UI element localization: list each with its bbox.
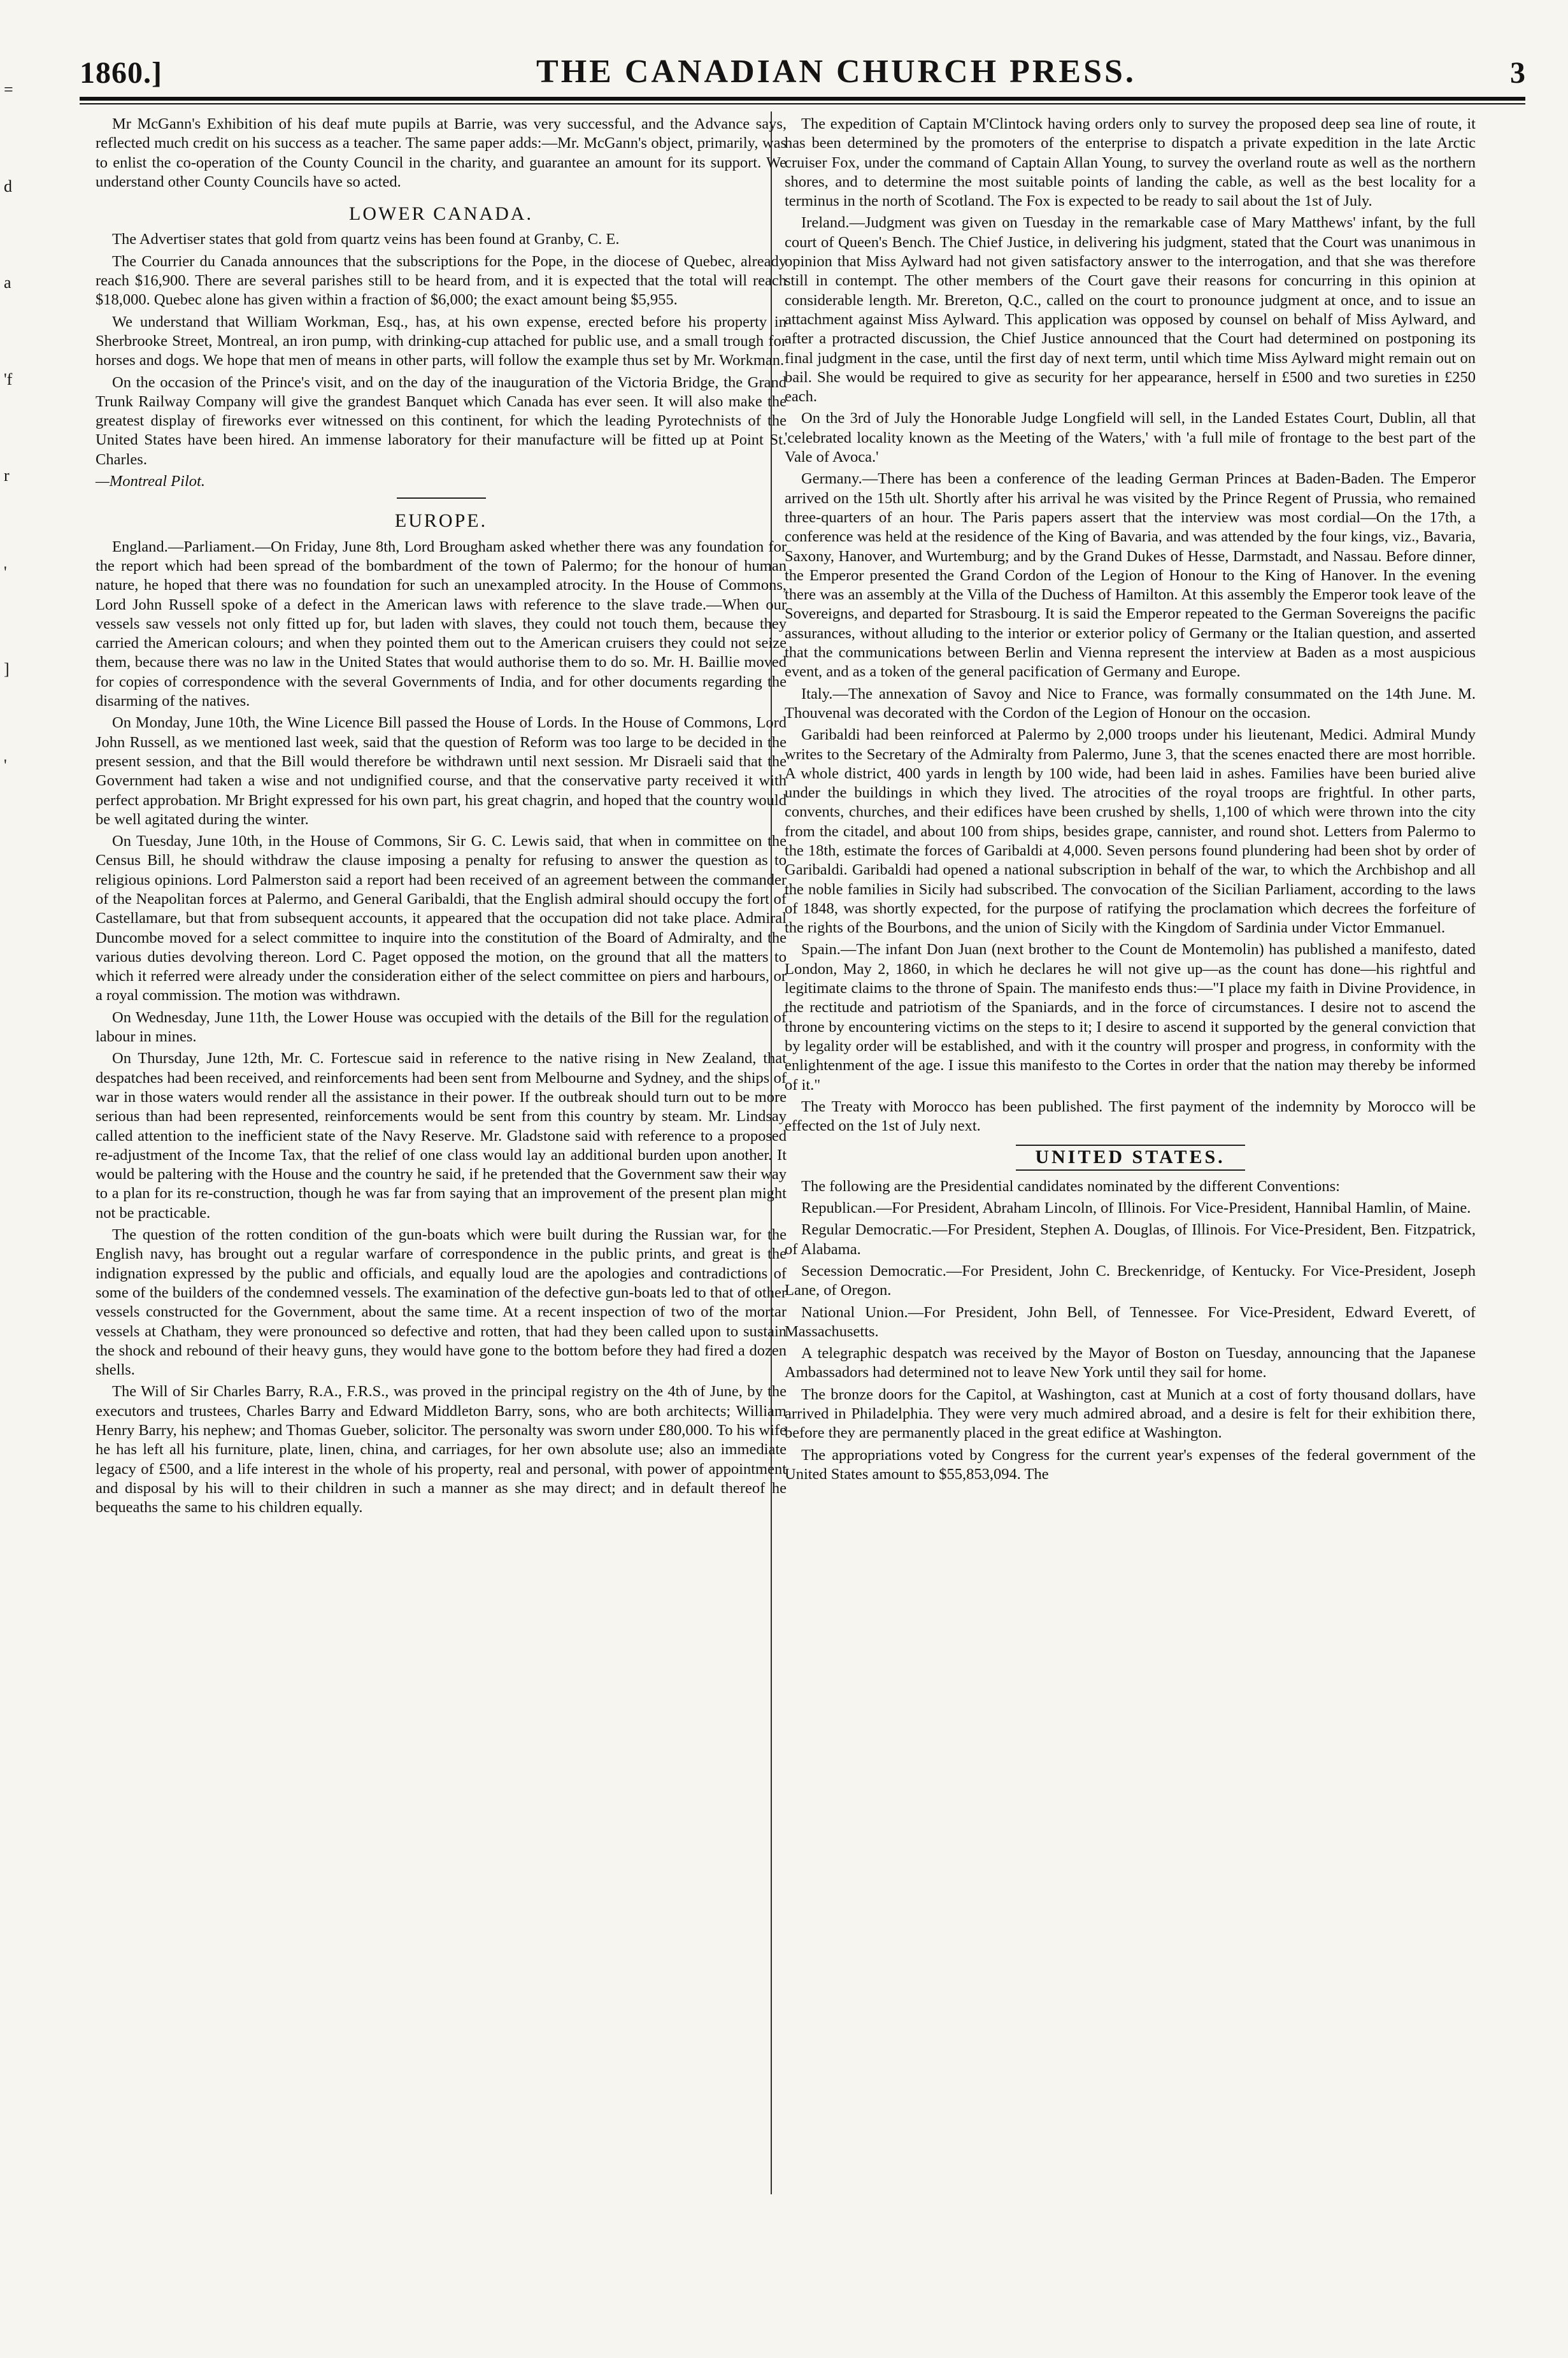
article-paragraph: On the 3rd of July the Honorable Judge Longfield will sell, in the Landed Estates Court, Dublin, all that 'celebrated locality known as the Meeting of the Waters,' with 'a full mile of frontage to the best part of the Vale of Avoca.'	[785, 410, 1476, 466]
article-paragraph: A telegraphic despatch was received by the Mayor of Boston on Tuesday, announcing that the Japanese Ambassadors had determined not to leave New York until they sail for home.	[785, 1345, 1476, 1382]
article-paragraph: Mr McGann's Exhibition of his deaf mute pupils at Barrie, was very successful, and the Advance says, reflected much credit on his success as a teacher. The same paper adds:—Mr. McGann's object, primarily, was to enlist the co-operation of the County Council in the charity, and guarantee an amount for its support. We understand other County Councils have so acted.	[96, 115, 787, 190]
article-paragraph: On Wednesday, June 11th, the Lower House was occupied with the details of the Bill for the regulation of labour in mines.	[96, 1008, 787, 1046]
article-paragraph: On Monday, June 10th, the Wine Licence Bill passed the House of Lords. In the House of Commons, Lord John Russell, as we mentioned last week, said that the question of Reform was too large to be decided in the present session, and that the Bill would therefore be withdrawn until next session. Mr Disraeli said that the Government had taken a wise and not undignified course, and that the conservative party received it with perfect approbation. Mr Bright expressed for his own part, his great chagrin, and hoped that the country would be well agitated during the winter.	[96, 714, 787, 828]
article-paragraph: The Advertiser states that gold from quartz veins has been found at Granby, C. E.	[112, 231, 620, 248]
margin-mark: r	[4, 466, 10, 485]
section-heading-lower-canada: LOWER CANADA.	[349, 203, 533, 225]
margin-mark: d	[4, 176, 12, 196]
article-paragraph: The appropriations voted by Congress for the current year's expenses of the federal government of the United States amount to $55,853,094. The	[785, 1446, 1476, 1483]
margin-mark: =	[4, 80, 13, 99]
page-number: 3	[1509, 56, 1525, 90]
article-paragraph: On Thursday, June 12th, Mr. C. Fortescue said in reference to the native rising in New Zealand, that despatches had been received, and reinforcements had been sent from Melbourne and Sydney, and the ships of war in those waters would render all the assistance in their power. If the outbreak should turn out to be more serious than had been represented, reinforcements would be sent from this country by steam. Mr. Lindsay called attention to the inefficient state of the Navy Reserve. Mr. Gladstone said with reference to a proposed re-adjustment of the Income Tax, that the relief of one class would lay an additional burden upon another. It would be paltering with the House and the country he said, if he pretended that the Government saw their way to a plan for its re-construction, though he was far from saying that an improvement of the present plan might not be practicable.	[96, 1050, 787, 1222]
candidate-entry: Regular Democratic.—For President, Stephen A. Douglas, of Illinois. For Vice-President, Ben. Fitzpatrick, of Alabama.	[785, 1221, 1476, 1258]
section-heading-europe: EUROPE.	[394, 510, 488, 532]
article-paragraph: On the occasion of the Prince's visit, and on the day of the inauguration of the Victoria Bridge, the Grand Trunk Railway Company will give the grandest Banquet which Canada has ever seen. It will also make the greatest display of fireworks ever witnessed on this continent, for which the leading Pyrotechnists of the United States have been hired. An immense laboratory for their manufacture will be fitted up at Point St. Charles.	[96, 373, 787, 468]
article-paragraph: The following are the Presidential candidates nominated by the different Conventions:	[801, 1177, 1340, 1195]
article-paragraph: The bronze doors for the Capitol, at Washington, cast at Munich at a cost of forty thousand dollars, have arrived in Philadelphia. They were very much admired abroad, and a desire is felt for their exhibition there, before they are permanently placed in the great edifice at Washington.	[785, 1385, 1476, 1442]
page-header	[80, 45, 1525, 90]
header-rule	[80, 97, 1525, 104]
article-paragraph: The Courrier du Canada announces that the subscriptions for the Pope, in the diocese of Quebec, already reach $16,900. There are several parishes still to be heard from, and it is expected that the total will reach $18,000. Quebec alone has given within a fraction of $6,000; the exact amount being $5,955.	[96, 252, 787, 309]
article-paragraph: On Tuesday, June 10th, in the House of Commons, Sir G. C. Lewis said, that when in committee on the Census Bill, he should withdraw the clause imposing a penalty for refusing to answer the question as to religious opinions. Lord Palmerston said a report had been received of an agreement between the commander of the Neapolitan forces at Palermo, and General Garibaldi, that the English admiral should occupy the fort of Castellamare, but that from subsequent accounts, it appeared that the occupation did not take place. Admiral Duncombe moved for a select committee to inquire into the constitution of the Board of Admiralty, and the various duties devolving thereon. Lord C. Paget opposed the motion, on the ground that all the matters to which it referred were already under the consideration either of the select committee on piers and harbours, or a royal commission. The motion was withdrawn.	[96, 832, 787, 1004]
margin-mark: '	[4, 756, 7, 775]
article-source	[96, 472, 787, 491]
left-column	[96, 115, 787, 1520]
article-paragraph: Italy.—The annexation of Savoy and Nice to France, was formally consummated on the 14th June. M. Thouvenal was decorated with the Cordon of the Legion of Honour on the occasion.	[785, 685, 1476, 722]
article-paragraph: The question of the rotten condition of the gun-boats which were built during the Russian war, for the English navy, has brought out a regular warfare of correspondence in the public prints, and great is the indignation expressed by the public and officials, and equally loud are the apologies and contradictions of some of the builders of the condemned vessels. The examination of the defective gun-boats led to that of other vessels constructed for the Government, about the same time. At a recent inspection of two of the mortar vessels at Chatham, they were pronounced so defective and rotten, that had they been called upon to sustain the shock and rebound of their heavy guns, they would have gone to the bottom before they had fired a dozen shells.	[96, 1226, 787, 1379]
margin-mark: 'f	[4, 369, 13, 389]
candidate-entry: Republican.—For President, Abraham Lincoln, of Illinois. For Vice-President, Hannibal Hamlin, of Maine.	[801, 1199, 1471, 1217]
article-paragraph: Germany.—There has been a conference of the leading German Princes at Baden-Baden. The Emperor arrived on the 15th ult. Shortly after his arrival he was visited by the Prince Regent of Prussia, who remained three-quarters of an hour. The Paris papers assert that the interview was most cordial—On the 17th, a conference was held at the residence of the King of Bavaria, and was attended by the four kings, viz., Bavaria, Saxony, Hanover, and Wurtemburg; and by the Grand Dukes of Hesse, Darmstadt, and Nassau. Before dinner, the Emperor presented the Grand Cordon of the Legion of Honour to the King of Hanover. In the evening there was an assembly at the Villa of the Duchess of Hamilton. At this assembly the Emperor took leave of the Sovereigns, and departed for Strasbourg. It is said the Emperor repeated to the German Sovereigns the pacific assurances, without alluding to the interior or exterior policy of Germany or the Italian question, and asserted that the communications between Berlin and Vienna represent the interview at Baden as a most auspicious event, and as a token of the general pacification of Germany and Europe.	[785, 470, 1476, 681]
margin-mark: '	[4, 562, 7, 582]
margin-mark: ]	[4, 659, 10, 678]
section-divider	[397, 497, 486, 499]
article-paragraph: Spain.—The infant Don Juan (next brother to the Count de Montemolin) has published a manifesto, dated London, May 2, 1860, in which he declares he will not give up—as the count has done—his rightful and legitimate claims to the throne of Spain. The manifesto ends thus:—"I place my faith in Divine Providence, in the rectitude and patriotism of the Spaniards, and in the force of circumstances. I desire not to ascend the throne by encountering victims on the steps to it; I desire to ascend it supported by the general conviction that by legality order will be established, and with it the country will prosper and progress, in conformity with the enlightenment of the age. I issue this manifesto to the Cortes in order that the nation may thereby be informed of it."	[785, 941, 1476, 1094]
source-citation: —Montreal Pilot.	[96, 473, 205, 490]
article-paragraph: The expedition of Captain M'Clintock having orders only to survey the proposed deep sea line of route, it has been determined by the promoters of the enterprise to dispatch a private expedition in the late Arctic cruiser Fox, under the command of Captain Allan Young, to survey the overland route as well as the northern shores, and to determine the most suitable points of landing the cable, as well as the best locality for a terminus in the north of Scotland. The Fox is expected to be ready to sail about the 1st of July.	[785, 115, 1476, 210]
section-heading-united-states: UNITED STATES.	[1016, 1145, 1245, 1170]
header-year: 1860.]	[80, 56, 162, 90]
margin-marks	[4, 76, 29, 849]
publication-title: THE CANADIAN CHURCH PRESS.	[536, 54, 1136, 90]
margin-mark: a	[4, 273, 11, 292]
article-paragraph: The Treaty with Morocco has been published. The first payment of the indemnity by Morocco will be effected on the 1st of July next.	[785, 1097, 1476, 1135]
candidate-entry: National Union.—For President, John Bell, of Tennessee. For Vice-President, Edward Everett, of Massachusetts.	[785, 1303, 1476, 1340]
article-paragraph: We understand that William Workman, Esq., has, at his own expense, erected before his property in Sherbrooke Street, Montreal, an iron pump, with drinking-cup attached for public use, and a small trough for horses and dogs. We hope that men of means in other parts, will follow the example thus set by Mr. Workman.	[96, 313, 787, 369]
candidate-entry: Secession Democratic.—For President, John C. Breckenridge, of Kentucky. For Vice-President, Joseph Lane, of Oregon.	[785, 1262, 1476, 1299]
article-paragraph: The Will of Sir Charles Barry, R.A., F.R.S., was proved in the principal registry on the 4th of June, by the executors and trustees, Charles Barry and Edward Middleton Barry, sons, who are both architects; William Henry Barry, his nephew; and Thomas Gueber, solicitor. The personalty was sworn under £80,000. To his wife he has left all his furniture, plate, linen, china, and carriages, for her own absolute use; also an immediate legacy of £500, and a life interest in the whole of his property, real and personal, with power of appointment and disposal by his will to their children in such a manner as she may direct; and in default thereof he bequeaths the same to his children equally.	[96, 1383, 787, 1517]
article-paragraph: Ireland.—Judgment was given on Tuesday in the remarkable case of Mary Matthews' infant, by the full court of Queen's Bench. The Chief Justice, in delivering his judgment, stated that the Court was unanimous in opinion that Miss Aylward had not given satisfactory answer to the interrogation, and that she was therefore still in contempt. The other members of the Court gave their reasons for concurring in this opinion at considerable length. Mr. Brereton, Q.C., called on the court to pronounce judgment at once, and to issue an attachment against Miss Aylward. This application was opposed by counsel on behalf of Miss Aylward, and after a protracted discussion, the Chief Justice announced that the Court had determined on postponing its final judgment in the case, until the first day of next term, until which time Miss Aylward might remain out on bail. She would be required to give as security for her appearance, herself in £500 and two sureties in £250 each.	[785, 214, 1476, 406]
article-paragraph: Garibaldi had been reinforced at Palermo by 2,000 troops under his lieutenant, Medici. Admiral Mundy writes to the Secretary of the Admiralty from Palermo, June 3, that the scenes enacted there are most horrible. A whole district, 400 yards in length by 100 wide, had been laid in ashes. Families have been buried alive under the buildings in which they lived. The atrocities of the royal troops are frightful. In other parts, convents, churches, and their edifices have been crushed by shells, 1,100 of which were thrown into the city from the citadel, and about 100 from ships, besides grape, cannister, and round shot. Letters from Palermo to the 18th, estimate the forces of Garibaldi at 4,000. Seven persons found plundering had been shot by order of Garibaldi. Garibaldi had opened a national subscription in behalf of the war, to which the Archbishop and all the noble families in Sicily had subscribed. The convocation of the Sicilian Parliament, according to the laws of 1848, was shortly expected, for the purpose of ratifying the proclamation which decrees the forfeiture of the rights of the Bourbons, and the union of Sicily with the Kingdom of Sardinia under Victor Emmanuel.	[785, 726, 1476, 937]
article-paragraph: England.—Parliament.—On Friday, June 8th, Lord Brougham asked whether there was any foundation for the report which had been spread of the bombardment of the town of Palermo; for the honour of human nature, he hoped that there was no foundation for such an unexampled atrocity. In the House of Commons, Lord John Russell spoke of a defect in the American laws with reference to the slave trade.—When our vessels saw vessels not only fitted up for, but laden with slaves, they could not touch them, because they carried the American colours; and when they pointed them out to the American cruisers they could not seize them, because there was no law in the United States that would authorise them to do so. Mr. H. Baillie moved for copies of correspondence with the several Governments of India, and for other documents regarding the disarming of the natives.	[96, 538, 787, 710]
right-column	[785, 115, 1476, 1487]
